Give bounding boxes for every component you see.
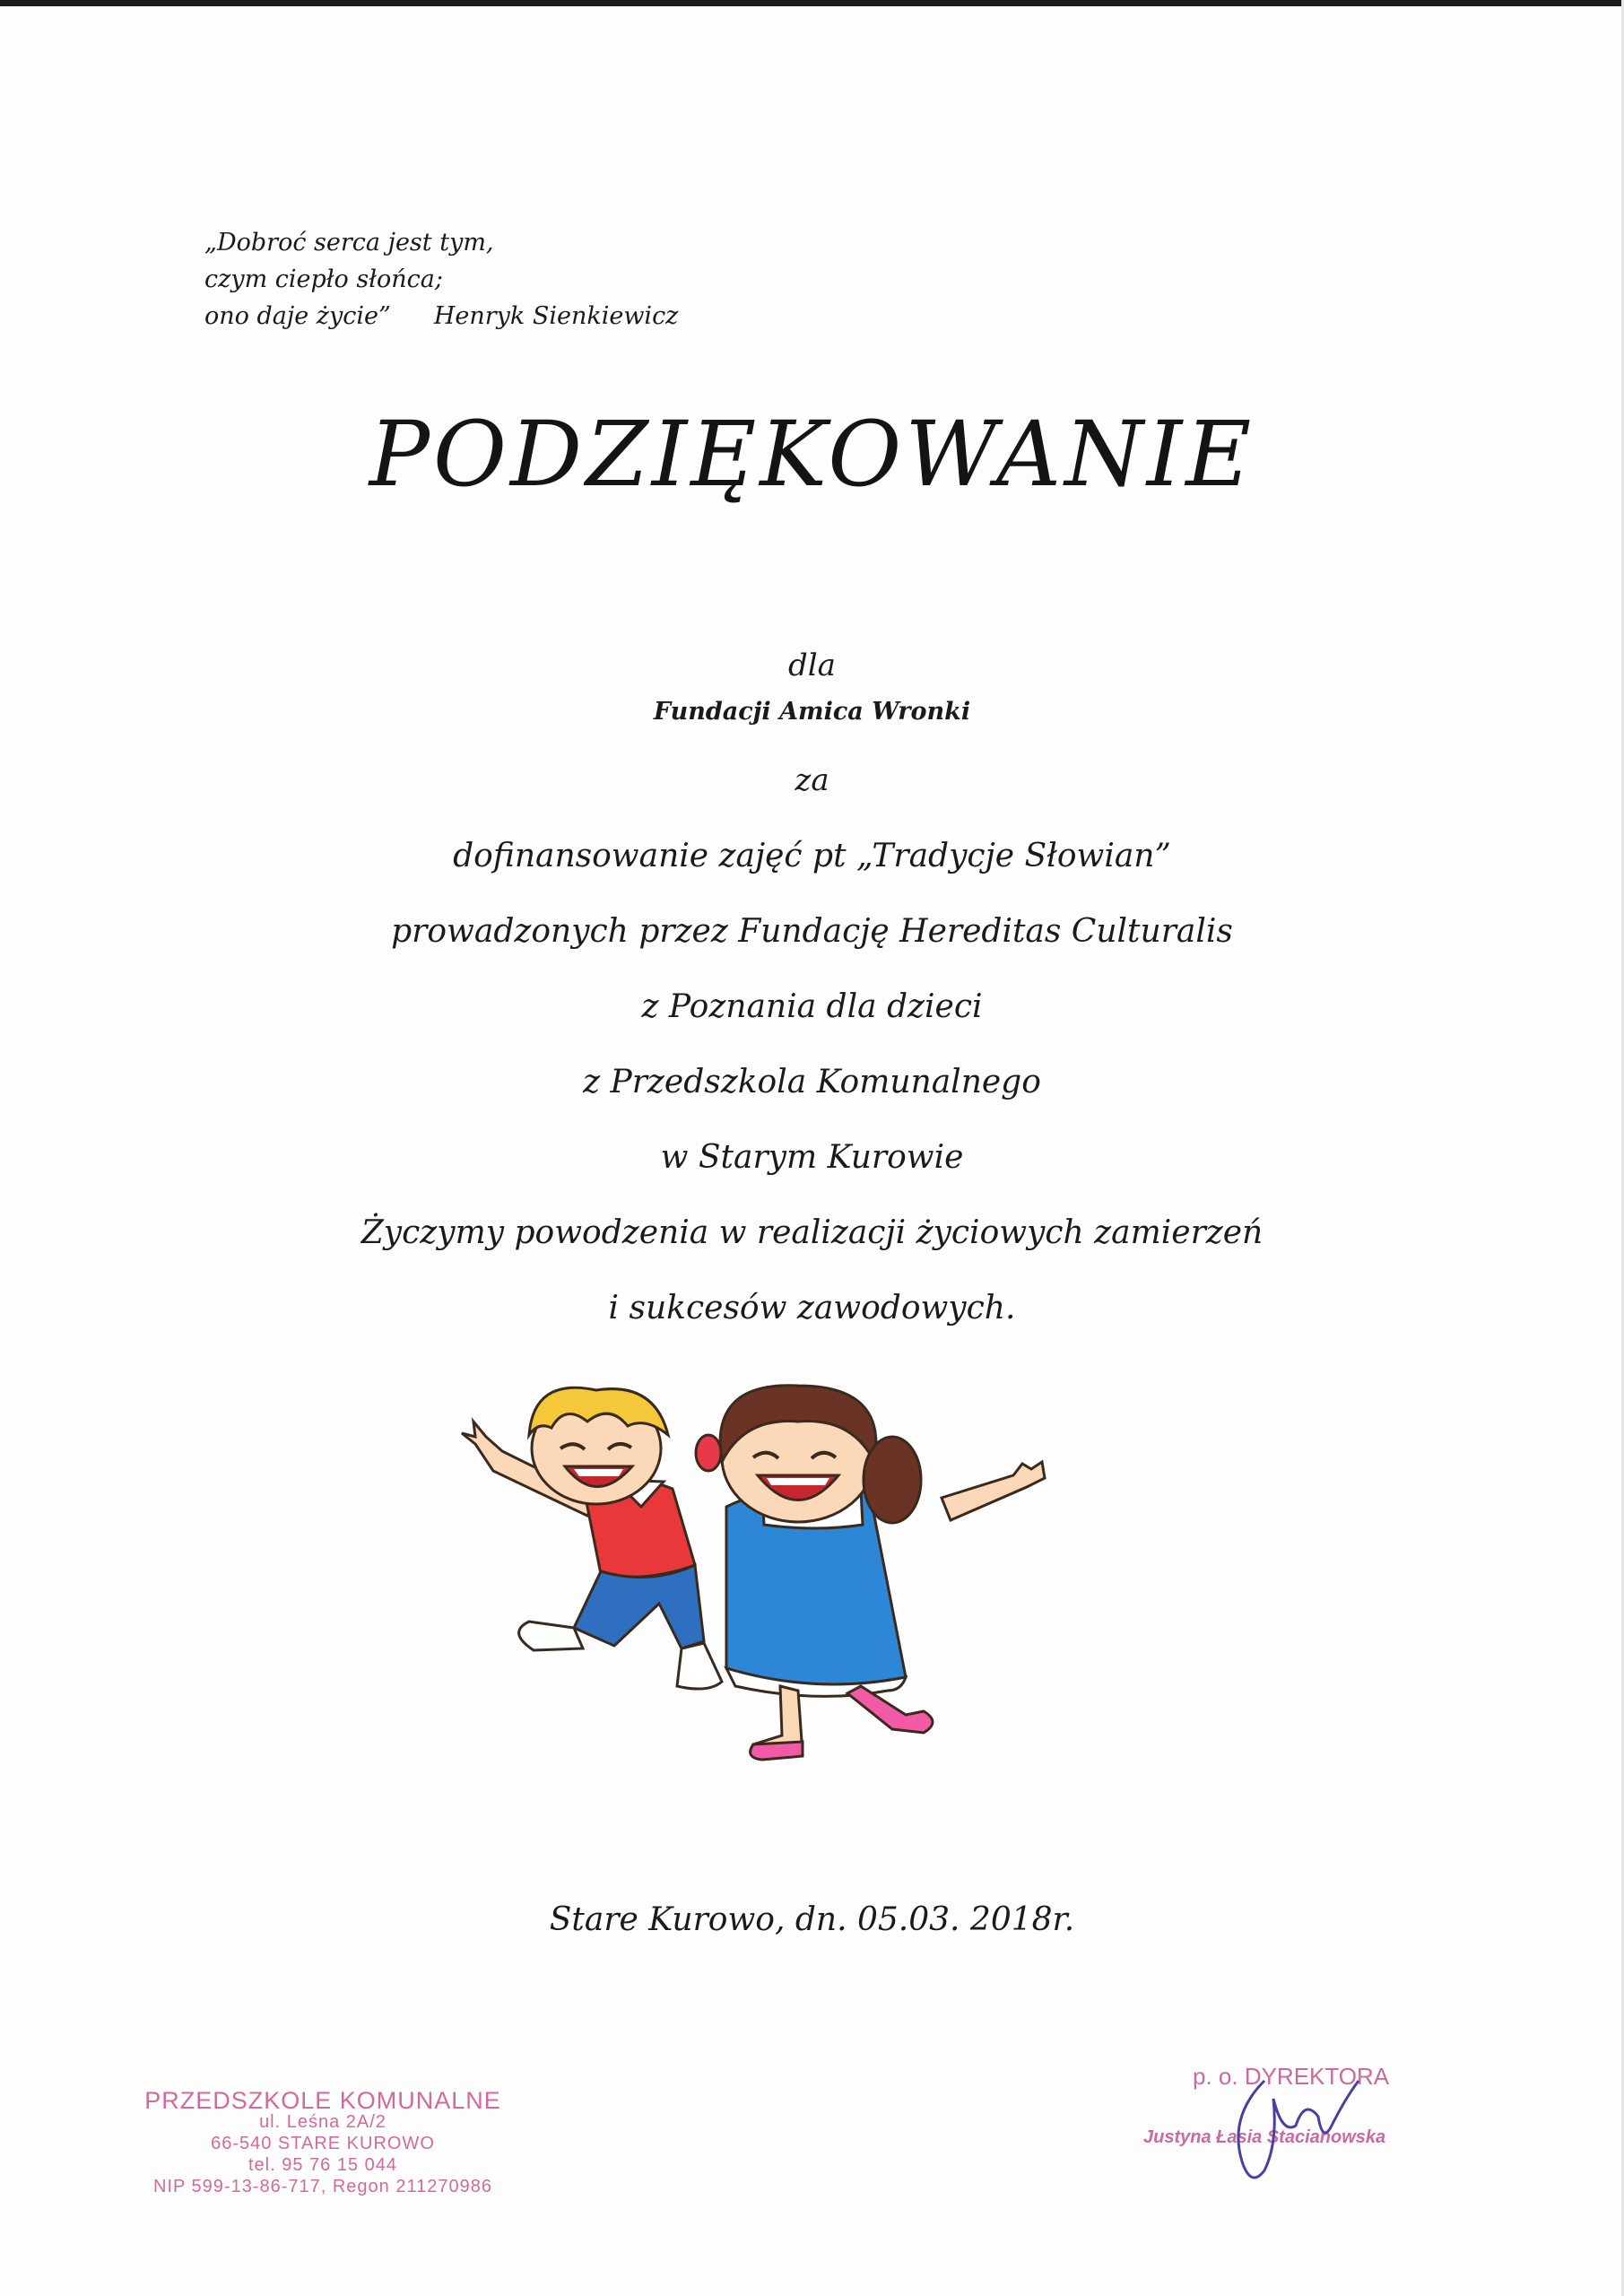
body-for-reason: za — [795, 762, 829, 798]
quote-line-3 — [204, 298, 678, 335]
girl-figure — [696, 1386, 1045, 1760]
body-line: z Poznania dla dzieci — [641, 988, 983, 1025]
scan-top-border — [0, 0, 1624, 6]
document-title: PODZIĘKOWANIE — [369, 402, 1255, 507]
stamp-name: PRZEDSZKOLE KOMUNALNE — [144, 2087, 501, 2114]
quote-line-3-text: ono daje życie” — [204, 302, 391, 330]
body-line: i sukcesów zawodowych. — [608, 1290, 1016, 1326]
quote-line-1: „Dobroć serca jest tym, — [204, 229, 494, 257]
stamp-address: ul. Leśna 2A/2 — [259, 2112, 386, 2132]
signature-scribble — [1130, 2063, 1471, 2197]
quote-line-2: czym ciepło słońca; — [204, 265, 443, 293]
body-line: prowadzonych przez Fundację Hereditas Culturalis — [391, 913, 1233, 950]
stamp-ids: NIP 599-13-86-717, Regon 211270986 — [153, 2177, 492, 2196]
stamp-city: 66-540 STARE KUROWO — [211, 2134, 435, 2153]
epigraph-quote — [204, 224, 678, 335]
director-title: p. o. DYREKTORA — [1193, 2063, 1390, 2090]
body-line: z Przedszkola Komunalnego — [583, 1064, 1041, 1100]
body-line: dofinansowanie zajęć pt „Tradycje Słowian” — [453, 838, 1171, 874]
boy-figure — [462, 1387, 722, 1689]
director-stamp — [1130, 2063, 1471, 2197]
institution-stamp — [143, 2087, 502, 2197]
director-name: Justyna Łasia Stacianowska — [1143, 2127, 1386, 2147]
quote-author: Henryk Sienkiewicz — [433, 302, 679, 330]
body-line: w Starym Kurowie — [660, 1139, 964, 1176]
children-illustration — [439, 1381, 1121, 1866]
body-organization: Fundacji Amica Wronki — [653, 698, 971, 726]
stamp-phone: tel. 95 76 15 044 — [248, 2155, 397, 2175]
body-line: Życzymy powodzenia w realizacji życiowych zamierzeń — [360, 1214, 1264, 1251]
date-place: Stare Kurowo, dn. 05.03. 2018r. — [549, 1901, 1075, 1938]
body-for: dla — [788, 648, 836, 683]
